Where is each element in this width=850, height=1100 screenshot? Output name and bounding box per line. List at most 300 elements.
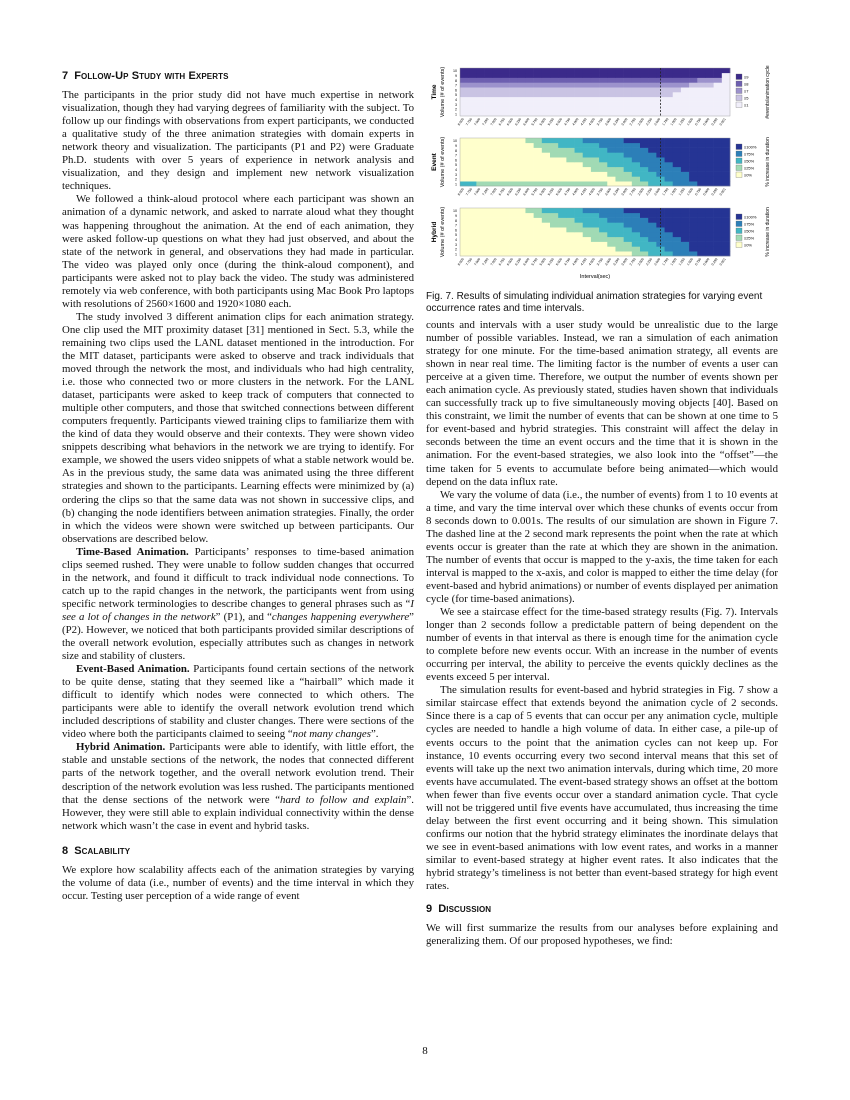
heatmap-cell	[665, 162, 673, 167]
heatmap-cell	[575, 68, 583, 73]
heatmap-cell	[632, 172, 640, 177]
heatmap-cell	[517, 152, 525, 157]
heatmap-cell	[665, 242, 673, 247]
x-tick-label: 6.750	[497, 117, 506, 127]
heatmap-cell	[566, 176, 574, 181]
heatmap-cell	[476, 152, 484, 157]
x-tick-label: 7.750	[465, 257, 474, 267]
heatmap-cell	[615, 87, 623, 92]
heatmap-cell	[566, 213, 574, 218]
heatmap-cell	[558, 68, 566, 73]
heatmap-cell	[509, 68, 517, 73]
heatmap-cell	[615, 246, 623, 251]
heatmap-cell	[501, 68, 509, 73]
heatmap-cell	[665, 251, 673, 256]
heatmap-cell	[705, 213, 713, 218]
heatmap-cell	[476, 73, 484, 78]
heatmap-cell	[525, 208, 533, 213]
heatmap-cell	[640, 222, 648, 227]
heatmap-cell	[607, 106, 615, 111]
heatmap-cell	[534, 111, 542, 116]
heatmap-cell	[689, 138, 697, 143]
paragraph: The simulation results for event-based and hybrid strategies in Fig. 7 show a similar staircase effect that extends beyond the animation cycle of 2 seconds. Since there is a cap of 5 events that can occur per any animation cycle, multiple cycles are needed to handle a high volume of data. In either case, a pile-up of events occurs to the point that the animation cycles can not keep up. For instance, 10 events occurring every two second interval means that this set of events will take up the next two animation intervals, during which time, 20 more events have accumulated. The event-based strategy shows an offset at the bottom when fewer than five events occur over a standard animation cycle. That cycle will not be triggered until five events have accumulated, thus increasing the time delay between the first event occurring and it being shown. This simulation confirms our notion that the hybrid strategy eliminates the inordinate delays that we see in event-based animations with low event rates, and works in a manner similar to event-based strategy at higher event rates. It also indicates that the hybrid strategy’s timeliness is not better than event-based strategy for high event rates.	[426, 684, 778, 893]
y-tick-label: 7	[455, 83, 457, 88]
heatmap-cell	[722, 242, 730, 247]
heatmap-cell	[468, 143, 476, 148]
heatmap-cell	[525, 232, 533, 237]
heatmap-cell	[615, 68, 623, 73]
heatmap-cell	[632, 102, 640, 107]
heatmap-cell	[509, 218, 517, 223]
heatmap-cell	[632, 167, 640, 172]
heatmap-cell	[460, 176, 468, 181]
heatmap-cell	[689, 237, 697, 242]
heatmap-cell	[599, 102, 607, 107]
heatmap-cell	[542, 92, 550, 97]
heatmap-cell	[534, 246, 542, 251]
heatmap-cell	[632, 232, 640, 237]
x-tick-label: 2.250	[645, 187, 654, 197]
heatmap-cell	[681, 143, 689, 148]
y-tick-label: 6	[455, 158, 457, 163]
heatmap-cell	[583, 78, 591, 83]
heatmap-cell	[624, 148, 632, 153]
heatmap-cell	[501, 92, 509, 97]
heatmap-cell	[558, 162, 566, 167]
heatmap-cell	[599, 246, 607, 251]
legend-swatch	[736, 172, 742, 178]
heatmap-cell	[705, 148, 713, 153]
heatmap-cell	[493, 143, 501, 148]
heatmap-cell	[607, 68, 615, 73]
heatmap-cell	[648, 222, 656, 227]
heatmap-cell	[624, 162, 632, 167]
heatmap-cell	[485, 242, 493, 247]
heatmap-cell	[697, 246, 705, 251]
heatmap-cell	[714, 92, 722, 97]
heatmap-cell	[476, 176, 484, 181]
heatmap-cell	[534, 143, 542, 148]
heatmap-cell	[615, 152, 623, 157]
heatmap-cell	[681, 222, 689, 227]
heatmap-cell	[689, 97, 697, 102]
x-tick-label: 5.000	[555, 257, 564, 267]
heatmap-cell	[607, 172, 615, 177]
heatmap-cell	[665, 157, 673, 162]
heatmap-cell	[501, 82, 509, 87]
heatmap-cell	[624, 208, 632, 213]
heatmap-cell	[591, 111, 599, 116]
heatmap-cell	[615, 242, 623, 247]
heatmap-cell	[509, 167, 517, 172]
heatmap-cell	[550, 106, 558, 111]
heatmap-cell	[591, 162, 599, 167]
heatmap-cell	[599, 138, 607, 143]
heatmap-cell	[542, 87, 550, 92]
heatmap-cell	[468, 232, 476, 237]
heatmap-cell	[468, 246, 476, 251]
section-7-heading	[62, 70, 414, 83]
heatmap-cell	[517, 227, 525, 232]
heatmap-cell	[615, 143, 623, 148]
heatmap-cell	[624, 232, 632, 237]
heatmap-cell	[673, 242, 681, 247]
x-tick-label: 3.250	[612, 187, 621, 197]
heatmap-cell	[509, 78, 517, 83]
x-tick-label: 3.250	[612, 257, 621, 267]
heatmap-cell	[599, 78, 607, 83]
heatmap-cell	[550, 92, 558, 97]
heatmap-cell	[525, 97, 533, 102]
x-tick-label: 6.000	[522, 117, 531, 127]
heatmap-cell	[485, 232, 493, 237]
heatmap-cell	[624, 251, 632, 256]
heatmap-cell	[705, 167, 713, 172]
heatmap-cell	[648, 78, 656, 83]
heatmap-cell	[673, 102, 681, 107]
heatmap-cell	[476, 181, 484, 186]
legend-label: ≥100%	[744, 214, 757, 220]
heatmap-cell	[534, 218, 542, 223]
heatmap-cell	[624, 78, 632, 83]
x-tick-label: 6.250	[514, 257, 523, 267]
heatmap-cell	[493, 218, 501, 223]
y-tick-label: 5	[455, 93, 457, 98]
heatmap-cell	[624, 213, 632, 218]
heatmap-cell	[566, 73, 574, 78]
heatmap-cell	[705, 152, 713, 157]
heatmap-cell	[501, 138, 509, 143]
heatmap-cell	[583, 87, 591, 92]
y-tick-label: 2	[455, 247, 457, 252]
heatmap-cell	[550, 176, 558, 181]
heatmap-cell	[575, 82, 583, 87]
heatmap-cell	[485, 176, 493, 181]
heatmap-cell	[615, 222, 623, 227]
heatmap-cell	[485, 106, 493, 111]
heatmap-cell	[575, 78, 583, 83]
heatmap-cell	[615, 78, 623, 83]
heatmap-cell	[705, 222, 713, 227]
x-tick-label: 3.250	[612, 117, 621, 127]
heatmap-cell	[591, 106, 599, 111]
heatmap-cell	[501, 227, 509, 232]
heatmap-cell	[468, 87, 476, 92]
legend-label: ≥50%	[744, 158, 755, 164]
x-tick-label: 5.250	[546, 117, 555, 127]
heatmap-cell	[509, 87, 517, 92]
heatmap-cell	[681, 237, 689, 242]
heatmap-cell	[607, 87, 615, 92]
heatmap-cell	[665, 213, 673, 218]
x-tick-label: 0.750	[694, 187, 703, 197]
heatmap-cell	[558, 213, 566, 218]
x-tick-label: 7.250	[481, 117, 490, 127]
heatmap-cell	[493, 246, 501, 251]
heatmap-cell	[566, 218, 574, 223]
heatmap-cell	[640, 167, 648, 172]
heatmap-cell	[509, 157, 517, 162]
heatmap-cell	[722, 78, 730, 83]
heatmap-cell	[714, 68, 722, 73]
y-tick-label: 8	[455, 218, 457, 223]
section-number: 9	[426, 903, 433, 916]
legend-swatch	[736, 95, 742, 101]
legend-swatch	[736, 81, 742, 87]
heatmap-cell	[591, 208, 599, 213]
heatmap-cell	[509, 213, 517, 218]
heatmap-cell	[534, 68, 542, 73]
x-tick-label: 1.250	[677, 117, 686, 127]
heatmap-cell	[624, 218, 632, 223]
x-tick-label: 4.750	[563, 187, 572, 197]
x-tick-label: 1.000	[685, 257, 695, 267]
heatmap-cell	[599, 172, 607, 177]
heatmap-cell	[714, 73, 722, 78]
heatmap-cell	[485, 143, 493, 148]
heatmap-cell	[705, 111, 713, 116]
heatmap-cell	[607, 176, 615, 181]
heatmap-cell	[460, 232, 468, 237]
heatmap-cell	[509, 172, 517, 177]
x-tick-label: 5.500	[538, 117, 547, 127]
heatmap-cell	[714, 148, 722, 153]
heatmap-cell	[517, 68, 525, 73]
x-tick-label: 6.500	[505, 187, 515, 197]
heatmap-cell	[485, 68, 493, 73]
heatmap-cell	[550, 138, 558, 143]
heatmap-cell	[575, 152, 583, 157]
heatmap-cell	[485, 208, 493, 213]
heatmap-cell	[583, 73, 591, 78]
heatmap-cell	[697, 213, 705, 218]
heatmap-cell	[468, 111, 476, 116]
heatmap-cell	[550, 73, 558, 78]
heatmap-cell	[697, 138, 705, 143]
heatmap-cell	[624, 157, 632, 162]
heatmap-cell	[615, 208, 623, 213]
heatmap-cell	[525, 148, 533, 153]
heatmap-cell	[599, 167, 607, 172]
heatmap-cell	[681, 78, 689, 83]
heatmap-cell	[566, 222, 574, 227]
heatmap-cell	[714, 232, 722, 237]
heatmap-cell	[550, 143, 558, 148]
heatmap-cell	[476, 227, 484, 232]
heatmap-cell	[705, 87, 713, 92]
heatmap-cell	[624, 102, 632, 107]
heatmap-cell	[591, 213, 599, 218]
heatmap-cell	[468, 148, 476, 153]
heatmap-cell	[583, 148, 591, 153]
heatmap-cell	[558, 172, 566, 177]
heatmap-cell	[591, 218, 599, 223]
heatmap-cell	[591, 102, 599, 107]
paragraph: The study involved 3 different animation clips for each animation strategy. One clip used the MIT proximity dataset [31] mentioned in Sect. 5.3, while the remaining two clips used the LANL dataset mentioned in the introduction. For the MIT dataset, participants were asked to observe and track individuals that moved through the network the most, and individuals who had high centrality, i.e. those who connected two or more clusters in the network. For the LANL dataset, participants were asked to keep track of computers that connected to multiple other computers, and those that switched connections between different computers frequently. Participants viewed training clips to familiarize them with the kind of data they would observe and their contexts. They were shown video snippets describing what behaviors in the network we are trying to identify. For example, we showed the users video snippets of what a stable network would be. As in the previous study, the same data was animated using the three different strategies and shown to the participants. Learning effects were minimized by (a) ordering the clips so that the same data was not shown in successive clips, and (b) changing the node identifiers between animation strategies. Finally, the order in which the videos were shown were switched up between participants. Our observations are described below.	[62, 310, 414, 545]
heatmap-cell	[476, 148, 484, 153]
x-tick-label: 0.750	[694, 117, 703, 127]
heatmap-cell	[591, 68, 599, 73]
heatmap-cell	[460, 157, 468, 162]
heatmap-cell	[689, 227, 697, 232]
heatmap-cell	[615, 92, 623, 97]
heatmap-cell	[615, 251, 623, 256]
heatmap-cell	[607, 92, 615, 97]
heatmap-cell	[468, 82, 476, 87]
heatmap-cell	[476, 213, 484, 218]
heatmap-cell	[615, 162, 623, 167]
text: ”.	[370, 728, 379, 741]
heatmap-cell	[566, 106, 574, 111]
heatmap-cell	[476, 106, 484, 111]
heatmap-cell	[714, 143, 722, 148]
heatmap-cell	[476, 138, 484, 143]
heatmap-cell	[485, 227, 493, 232]
heatmap-cell	[550, 97, 558, 102]
heatmap-cell	[550, 102, 558, 107]
x-tick-label: 1.500	[669, 257, 678, 267]
section-title: Follow-Up Study with Experts	[74, 70, 229, 82]
heatmap-cell	[607, 138, 615, 143]
heatmap-cell	[665, 106, 673, 111]
heatmap-cell	[509, 92, 517, 97]
legend-label: ≥0%	[744, 242, 752, 248]
paragraph: The participants in the prior study did not have much expertise in network visualization, though they had varying degrees of familiarity with the subject. To follow up our findings with observations from expert participants, we conducted a qualitative study of the three animation strategies with domain experts in network theory and visualization. The participants (P1 and P2) were Graduate Ph.D. students with over 5 years of experience in network analysis and visualization, and they design and implement new network visualization techniques.	[62, 89, 414, 193]
heatmap-cell	[722, 232, 730, 237]
paragraph-time-based	[62, 546, 414, 663]
heatmap-cell	[648, 167, 656, 172]
heatmap-cell	[501, 148, 509, 153]
heatmap-cell	[468, 102, 476, 107]
heatmap-cell	[640, 208, 648, 213]
heatmap-cell	[485, 213, 493, 218]
heatmap-cell	[468, 176, 476, 181]
heatmap-cell	[722, 213, 730, 218]
heatmap-cell	[534, 232, 542, 237]
heatmap-cell	[501, 73, 509, 78]
heatmap-cell	[468, 237, 476, 242]
heatmap-cell	[689, 251, 697, 256]
heatmap-cell	[575, 227, 583, 232]
heatmap-cell	[689, 152, 697, 157]
x-tick-label: 6.750	[497, 257, 506, 267]
heatmap-cell	[607, 157, 615, 162]
heatmap-cell	[517, 143, 525, 148]
heatmap-cell	[485, 152, 493, 157]
heatmap-cell	[468, 78, 476, 83]
heatmap-cell	[493, 68, 501, 73]
heatmap-cell	[648, 143, 656, 148]
heatmap-cell	[591, 97, 599, 102]
heatmap-cell	[689, 111, 697, 116]
heatmap-cell	[689, 92, 697, 97]
heatmap-cell	[624, 106, 632, 111]
heatmap-cell	[534, 148, 542, 153]
x-tick-label: 2.250	[645, 117, 654, 127]
heatmap-cell	[583, 213, 591, 218]
heatmap-cell	[583, 237, 591, 242]
x-tick-label: 6.000	[522, 257, 531, 267]
heatmap-cell	[550, 157, 558, 162]
heatmap-cell	[640, 148, 648, 153]
heatmap-cell	[722, 237, 730, 242]
heatmap-cell	[534, 157, 542, 162]
heatmap-cell	[697, 167, 705, 172]
heatmap-cell	[566, 232, 574, 237]
heatmap-cell	[534, 242, 542, 247]
heatmap-cell	[550, 242, 558, 247]
heatmap-cell	[525, 246, 533, 251]
heatmap-cell	[705, 138, 713, 143]
heatmap-cell	[550, 152, 558, 157]
legend-label: ≥75%	[744, 221, 755, 227]
y-tick-label: 10	[453, 69, 457, 74]
heatmap-cell	[624, 111, 632, 116]
heatmap-cell	[705, 68, 713, 73]
x-tick-label: 8.000	[456, 257, 465, 267]
x-tick-label: 4.500	[571, 257, 580, 267]
heatmap-cell	[607, 251, 615, 256]
heatmap-cell	[542, 148, 550, 153]
heatmap-cell	[705, 97, 713, 102]
heatmap-cell	[640, 138, 648, 143]
heatmap-cell	[705, 237, 713, 242]
text: ” (P2). However, we noticed that both participants provided similar descriptions of the overall network evolution, especially attributes such as changes in network size and stability of clusters.	[62, 610, 414, 663]
paragraph-hybrid	[62, 741, 414, 832]
heatmap-cell	[550, 237, 558, 242]
heatmap-cell	[485, 97, 493, 102]
heatmap-cell	[517, 82, 525, 87]
heatmap-cell	[460, 148, 468, 153]
run-in-heading: Event-Based Animation.	[76, 663, 190, 676]
heatmap-cell	[501, 222, 509, 227]
heatmap-cell	[624, 143, 632, 148]
heatmap-cell	[583, 172, 591, 177]
heatmap-cell	[460, 111, 468, 116]
heatmap-cell	[575, 246, 583, 251]
x-tick-label: 3.000	[620, 257, 629, 267]
heatmap-cell	[542, 218, 550, 223]
heatmap-cell	[624, 167, 632, 172]
heatmap-cell	[640, 246, 648, 251]
legend-swatch	[736, 88, 742, 94]
heatmap-cell	[509, 97, 517, 102]
heatmap-cell	[689, 176, 697, 181]
heatmap-cell	[525, 68, 533, 73]
heatmap-cell	[583, 176, 591, 181]
heatmap-cell	[632, 148, 640, 153]
heatmap-cell	[714, 97, 722, 102]
heatmap-cell	[525, 222, 533, 227]
x-tick-label: 7.000	[489, 187, 498, 197]
y-tick-label: 1	[455, 182, 457, 187]
heatmap-cell	[558, 102, 566, 107]
heatmap-cell	[705, 143, 713, 148]
heatmap-cell	[550, 148, 558, 153]
heatmap-cell	[681, 208, 689, 213]
heatmap-cell	[468, 172, 476, 177]
heatmap-cell	[517, 73, 525, 78]
heatmap-cell	[705, 242, 713, 247]
heatmap-cell	[476, 78, 484, 83]
heatmap-cell	[460, 92, 468, 97]
heatmap-cell	[501, 106, 509, 111]
heatmap-cell	[689, 167, 697, 172]
heatmap-cell	[476, 92, 484, 97]
heatmap-cell	[615, 227, 623, 232]
heatmap-cell	[583, 143, 591, 148]
heatmap-cell	[681, 106, 689, 111]
